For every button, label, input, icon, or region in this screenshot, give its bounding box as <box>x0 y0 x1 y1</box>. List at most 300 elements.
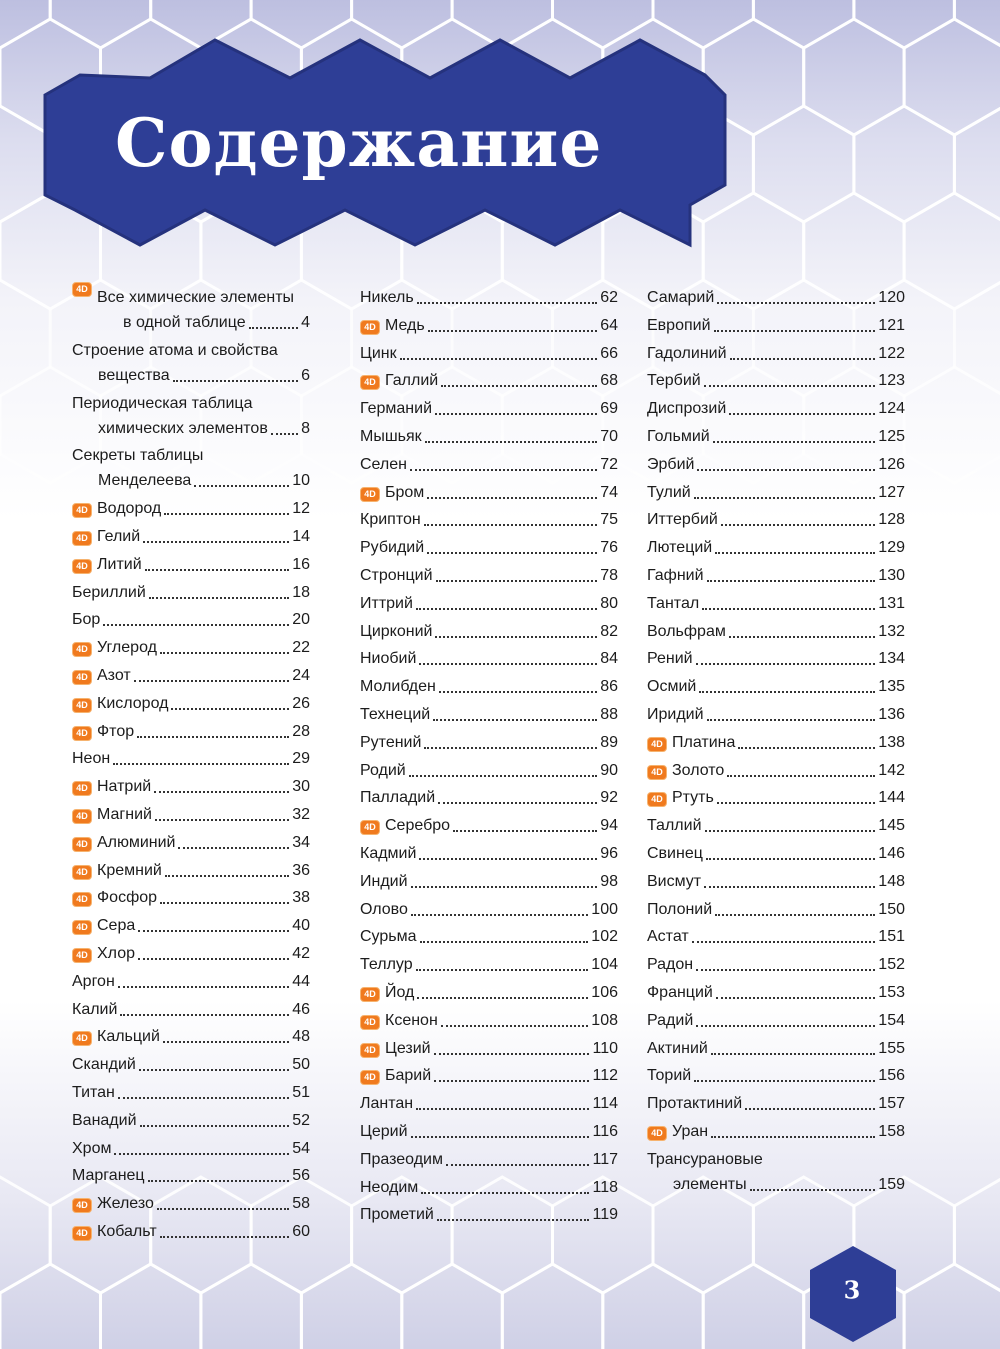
dot-leader <box>417 997 588 999</box>
toc-entry-label: Платина <box>672 733 736 751</box>
toc-page-number: 104 <box>591 956 618 974</box>
toc-entry[interactable] <box>647 619 905 644</box>
toc-entry[interactable] <box>360 535 618 560</box>
badge-4d-icon: 4D <box>72 282 92 297</box>
badge-4d-icon: 4D <box>360 320 380 335</box>
toc-page-number: 6 <box>301 366 310 384</box>
dot-leader <box>716 997 875 999</box>
dot-leader <box>416 969 589 971</box>
toc-page-number: 123 <box>878 372 905 390</box>
toc-page-number: 69 <box>600 400 618 418</box>
toc-entry[interactable] <box>647 424 905 449</box>
toc-entry-label: Фосфор <box>97 889 158 907</box>
toc-page-number: 75 <box>600 511 618 529</box>
toc-entry[interactable] <box>360 368 618 393</box>
toc-page-number: 158 <box>878 1122 905 1140</box>
dot-leader <box>696 663 876 665</box>
toc-entry[interactable] <box>647 480 905 505</box>
toc-entry[interactable] <box>647 396 905 421</box>
toc-entry-label: Гелий <box>97 527 141 545</box>
toc-entry-label: Иридий <box>647 705 704 723</box>
toc-page-number: 4 <box>301 314 310 331</box>
toc-entry[interactable] <box>72 858 310 883</box>
toc-entry[interactable] <box>72 1163 310 1188</box>
badge-4d-icon: 4D <box>647 737 667 752</box>
toc-page-number: 29 <box>292 750 310 768</box>
dot-leader <box>745 1108 875 1110</box>
toc-entry[interactable] <box>360 591 618 616</box>
hex-outline <box>0 280 50 396</box>
toc-entry[interactable] <box>647 563 905 588</box>
toc-entry[interactable] <box>72 830 310 855</box>
toc-entry-label: Ванадий <box>72 1111 137 1129</box>
toc-entry-label: Кислород <box>97 694 169 712</box>
toc-entry[interactable] <box>360 285 618 310</box>
dot-leader <box>417 302 597 304</box>
toc-page-number: 128 <box>878 511 905 529</box>
toc-entry[interactable] <box>360 869 618 894</box>
toc-entry[interactable] <box>360 785 618 810</box>
toc-entry[interactable] <box>360 952 618 977</box>
dot-leader <box>171 708 289 710</box>
dot-leader <box>427 497 597 499</box>
dot-leader <box>717 302 875 304</box>
toc-page-number: 48 <box>292 1028 310 1046</box>
toc-entry[interactable] <box>647 507 905 532</box>
toc-entry-label: Скандий <box>72 1056 136 1074</box>
toc-page-number: 92 <box>600 789 618 807</box>
toc-page-number: 110 <box>592 1039 618 1057</box>
dot-leader <box>138 958 289 960</box>
dot-leader <box>411 1136 590 1138</box>
toc-entry-label: Олово <box>360 900 408 918</box>
toc-entry-label: Ксенон <box>385 1011 438 1029</box>
dot-leader <box>411 914 588 916</box>
hex-outline <box>603 1264 703 1349</box>
toc-entry[interactable] <box>72 997 310 1022</box>
toc-entry[interactable] <box>72 663 310 688</box>
badge-4d-icon: 4D <box>360 375 380 390</box>
badge-4d-icon: 4D <box>647 765 667 780</box>
toc-entry[interactable] <box>360 1147 618 1172</box>
toc-entry[interactable] <box>360 1202 618 1227</box>
toc-entry-label: Лантан <box>360 1095 414 1113</box>
toc-entry[interactable] <box>360 702 618 727</box>
toc-entry-label: Иттербий <box>647 511 718 529</box>
toc-entry-text <box>97 285 310 335</box>
toc-entry-text <box>72 443 310 493</box>
badge-4d-icon: 4D <box>72 809 92 824</box>
toc-entry[interactable] <box>72 913 310 938</box>
toc-entry-label-cont: химических элементов <box>98 419 268 437</box>
toc-entry[interactable] <box>360 1175 618 1200</box>
toc-entry-label: Франций <box>647 983 713 1001</box>
badge-4d-icon: 4D <box>72 670 92 685</box>
toc-entry-label: Гадолиний <box>647 344 727 362</box>
dot-leader <box>697 469 875 471</box>
dot-leader <box>160 902 289 904</box>
toc-page-number: 129 <box>878 539 905 557</box>
toc-entry[interactable] <box>647 1063 905 1088</box>
toc-entry[interactable] <box>647 535 905 560</box>
dot-leader <box>705 830 876 832</box>
toc-page-number: 52 <box>292 1111 310 1129</box>
hex-outline <box>502 1264 603 1349</box>
toc-entry[interactable] <box>72 1080 310 1105</box>
toc-entry[interactable] <box>647 730 905 755</box>
toc-entry[interactable] <box>647 813 905 838</box>
toc-entry[interactable] <box>647 591 905 616</box>
toc-entry-label: Неодим <box>360 1178 419 1196</box>
toc-entry-label: Йод <box>385 983 415 1001</box>
toc-page-number: 136 <box>878 705 905 723</box>
toc-page-number: 30 <box>292 778 310 796</box>
badge-4d-icon: 4D <box>72 531 92 546</box>
toc-page-number: 72 <box>600 455 618 473</box>
toc-page-number: 153 <box>878 983 905 1001</box>
toc-entry[interactable] <box>72 885 310 910</box>
toc-page-number: 51 <box>292 1083 310 1101</box>
dot-leader <box>714 330 876 332</box>
dot-leader <box>420 941 589 943</box>
toc-page-number: 122 <box>878 344 905 362</box>
toc-entry[interactable] <box>360 563 618 588</box>
toc-entry-label: Хром <box>72 1139 112 1157</box>
badge-4d-icon: 4D <box>72 892 92 907</box>
toc-page-number: 116 <box>592 1122 618 1140</box>
toc-entry[interactable] <box>647 980 905 1005</box>
toc-entry[interactable] <box>647 341 905 366</box>
toc-entry[interactable] <box>647 285 905 310</box>
toc-page-number: 135 <box>878 678 905 696</box>
dot-leader <box>721 524 875 526</box>
toc-entry[interactable] <box>360 1091 618 1116</box>
toc-entry[interactable] <box>72 338 310 388</box>
toc-entry-label: Трансурановые <box>647 1150 763 1168</box>
dot-leader <box>434 1053 590 1055</box>
toc-entry[interactable] <box>72 635 310 660</box>
toc-entry-label: Диспрозий <box>647 400 727 418</box>
toc-entry[interactable] <box>360 730 618 755</box>
toc-page-number: 50 <box>292 1056 310 1074</box>
toc-entry[interactable] <box>72 391 310 441</box>
dot-leader <box>419 858 597 860</box>
toc-entry[interactable] <box>360 341 618 366</box>
toc-entry[interactable] <box>72 746 310 771</box>
toc-entry[interactable] <box>360 1036 618 1061</box>
dot-leader <box>134 680 290 682</box>
toc-entry[interactable] <box>72 802 310 827</box>
toc-entry[interactable] <box>72 552 310 577</box>
toc-page-number: 127 <box>878 483 905 501</box>
toc-page-number: 68 <box>600 372 618 390</box>
dot-leader <box>715 552 875 554</box>
toc-entry[interactable] <box>647 1008 905 1033</box>
dot-leader <box>103 624 289 626</box>
toc-entry[interactable] <box>72 719 310 744</box>
toc-entry-label: Прометий <box>360 1206 434 1224</box>
dot-leader <box>730 358 876 360</box>
toc-entry[interactable] <box>647 1119 905 1144</box>
toc-entry-label: Титан <box>72 1083 115 1101</box>
toc-page-number: 142 <box>878 761 905 779</box>
badge-4d-icon: 4D <box>72 1226 92 1241</box>
dot-leader <box>715 914 875 916</box>
toc-entry-label: Вольфрам <box>647 622 726 640</box>
toc-entry-label: Периодическая таблица <box>72 394 253 412</box>
dot-leader <box>143 541 289 543</box>
toc-page-number: 60 <box>292 1222 310 1240</box>
dot-leader <box>118 986 289 988</box>
hex-outline <box>904 367 1000 483</box>
toc-entry-label: Калий <box>72 1000 118 1018</box>
toc-entry[interactable] <box>360 1119 618 1144</box>
toc-entry-label: Криптон <box>360 511 421 529</box>
dot-leader <box>410 469 597 471</box>
toc-entry[interactable] <box>72 1052 310 1077</box>
toc-entry[interactable] <box>647 368 905 393</box>
dot-leader <box>433 719 597 721</box>
toc-entry[interactable] <box>72 524 310 549</box>
toc-page-number: 66 <box>600 344 618 362</box>
toc-entry[interactable] <box>360 674 618 699</box>
toc-entry[interactable] <box>647 702 905 727</box>
dot-leader <box>738 747 875 749</box>
toc-entry[interactable] <box>360 507 618 532</box>
badge-4d-icon: 4D <box>72 726 92 741</box>
toc-entry-label: Радий <box>647 1011 694 1029</box>
toc-page-number: 156 <box>878 1067 905 1085</box>
toc-entry-label: Серебро <box>385 817 451 835</box>
toc-entry[interactable] <box>72 941 310 966</box>
badge-4d-icon: 4D <box>72 781 92 796</box>
toc-page-number: 121 <box>878 316 905 334</box>
hex-outline <box>301 1264 401 1349</box>
dot-leader <box>178 847 289 849</box>
hex-outline <box>904 1264 1000 1349</box>
toc-page-number: 8 <box>301 419 310 437</box>
dot-leader <box>118 1097 289 1099</box>
toc-entry-label: Полоний <box>647 900 713 918</box>
dot-leader <box>145 569 290 571</box>
toc-entry-line2 <box>97 310 310 335</box>
toc-page-number: 96 <box>600 844 618 862</box>
toc-entry-label: Лютеций <box>647 539 713 557</box>
toc-entry-label: Самарий <box>647 289 715 306</box>
toc-entry[interactable] <box>72 1108 310 1133</box>
toc-page-number: 145 <box>878 817 905 835</box>
toc-entry-label: Медь <box>385 316 425 334</box>
toc-entry[interactable] <box>72 580 310 605</box>
dot-leader <box>154 791 289 793</box>
toc-entry-label: Секреты таблицы <box>72 447 204 465</box>
toc-entry-label: Осмий <box>647 678 697 696</box>
hex-outline <box>101 1264 201 1349</box>
dot-leader <box>424 747 597 749</box>
toc-entry[interactable] <box>360 424 618 449</box>
toc-entry-label: Рений <box>647 650 693 668</box>
toc-entry[interactable] <box>647 841 905 866</box>
toc-entry[interactable] <box>360 758 618 783</box>
toc-page-number: 12 <box>292 500 310 518</box>
badge-4d-icon: 4D <box>72 698 92 713</box>
toc-page-number: 130 <box>878 566 905 584</box>
dot-leader <box>439 691 597 693</box>
toc-entry[interactable] <box>360 813 618 838</box>
dot-leader <box>717 802 875 804</box>
dot-leader <box>149 597 289 599</box>
toc-entry[interactable] <box>360 396 618 421</box>
toc-entry[interactable] <box>72 1136 310 1161</box>
page-number: 3 <box>843 1275 861 1305</box>
toc-entry-label: Тулий <box>647 483 691 501</box>
dot-leader <box>436 580 598 582</box>
toc-entry-label-cont: Менделеева <box>98 472 192 490</box>
toc-entry[interactable] <box>360 452 618 477</box>
toc-page-number: 84 <box>600 650 618 668</box>
toc-entry-label: Кобальт <box>97 1222 157 1240</box>
dot-leader <box>160 1236 290 1238</box>
toc-column-1 <box>72 285 310 1247</box>
toc-entry[interactable] <box>647 758 905 783</box>
toc-entry-label: Бор <box>72 611 101 629</box>
toc-page-number: 78 <box>600 566 618 584</box>
toc-entry[interactable] <box>360 313 618 338</box>
toc-entry-label: Мышьяк <box>360 427 422 445</box>
toc-entry-text <box>72 391 310 441</box>
toc-entry[interactable] <box>647 952 905 977</box>
toc-entry[interactable] <box>647 1147 905 1197</box>
dot-leader <box>419 663 597 665</box>
toc-entry[interactable] <box>647 897 905 922</box>
dot-leader <box>427 552 597 554</box>
toc-page-number: 26 <box>292 694 310 712</box>
toc-entry-label: Празеодим <box>360 1150 443 1168</box>
toc-entry[interactable] <box>72 1191 310 1216</box>
toc-entry-label: Фтор <box>97 722 135 740</box>
toc-page-number: 148 <box>878 872 905 890</box>
toc-page-number: 36 <box>292 861 310 879</box>
toc-entry-label: Сурьма <box>360 928 417 946</box>
toc-page-number: 20 <box>292 611 310 629</box>
toc-entry[interactable] <box>360 897 618 922</box>
dot-leader <box>137 736 289 738</box>
toc-page-number: 102 <box>591 928 618 946</box>
dot-leader <box>411 886 598 888</box>
toc-entry[interactable] <box>72 774 310 799</box>
toc-entry-label: Гольмий <box>647 427 710 445</box>
dot-leader <box>140 1125 290 1127</box>
toc-entry[interactable] <box>72 1024 310 1049</box>
toc-entry-text <box>647 1147 905 1197</box>
page-title: Содержание <box>115 104 603 182</box>
toc-entry[interactable] <box>647 1091 905 1116</box>
toc-entry[interactable] <box>647 785 905 810</box>
dot-leader <box>160 652 289 654</box>
toc-entry-label: Бром <box>385 483 425 501</box>
toc-entry[interactable] <box>360 841 618 866</box>
toc-entry[interactable] <box>647 924 905 949</box>
toc-entry[interactable] <box>72 285 310 335</box>
badge-4d-icon: 4D <box>72 865 92 880</box>
toc-entry-label: Аргон <box>72 972 115 990</box>
toc-page-number: 82 <box>600 622 618 640</box>
toc-page-number: 150 <box>878 900 905 918</box>
toc-entry-label: Марганец <box>72 1167 145 1185</box>
toc-entry-label: Никель <box>360 289 414 306</box>
toc-entry-label: Азот <box>97 666 131 684</box>
toc-entry-label-cont: элементы <box>673 1175 747 1193</box>
dot-leader <box>409 775 597 777</box>
toc-page-number: 90 <box>600 761 618 779</box>
toc-page-number: 134 <box>878 650 905 668</box>
toc-entry[interactable] <box>647 452 905 477</box>
toc-entry-label: Селен <box>360 455 407 473</box>
toc-page-number: 16 <box>292 555 310 573</box>
toc-entry[interactable] <box>647 313 905 338</box>
toc-entry-label: Ниобий <box>360 650 417 668</box>
toc-entry-label: Неон <box>72 750 111 768</box>
toc-entry[interactable] <box>72 496 310 521</box>
toc-entry-label: Ртуть <box>672 789 714 807</box>
toc-entry[interactable] <box>360 480 618 505</box>
toc-entry[interactable] <box>72 691 310 716</box>
toc-entry-label: Актиний <box>647 1039 708 1057</box>
hex-outline <box>703 1264 804 1349</box>
toc-entry-label: Теллур <box>360 956 413 974</box>
dot-leader <box>453 830 597 832</box>
dot-leader <box>424 524 598 526</box>
badge-4d-icon: 4D <box>72 642 92 657</box>
toc-entry[interactable] <box>647 1036 905 1061</box>
dot-leader <box>157 1208 289 1210</box>
toc-entry[interactable] <box>72 1219 310 1244</box>
toc-entry[interactable] <box>360 980 618 1005</box>
toc-entry[interactable] <box>647 674 905 699</box>
toc-entry[interactable] <box>647 646 905 671</box>
toc-page-number: 24 <box>292 666 310 684</box>
toc-entry[interactable] <box>72 443 310 493</box>
toc-entry[interactable] <box>72 607 310 632</box>
toc-entry[interactable] <box>360 1063 618 1088</box>
toc-entry-label: Тербий <box>647 372 701 390</box>
dot-leader <box>704 385 876 387</box>
toc-entry[interactable] <box>360 924 618 949</box>
dot-leader <box>173 380 298 382</box>
toc-entry-label: Рутений <box>360 733 422 751</box>
toc-entry[interactable] <box>360 1008 618 1033</box>
toc-entry-label: Свинец <box>647 844 703 862</box>
toc-entry[interactable] <box>360 619 618 644</box>
dot-leader <box>425 441 598 443</box>
toc-entry-label: Рубидий <box>360 539 425 557</box>
dot-leader <box>249 327 299 329</box>
toc-entry[interactable] <box>72 969 310 994</box>
toc-entry-line2 <box>72 363 310 388</box>
badge-4d-icon: 4D <box>72 948 92 963</box>
toc-page-number: 14 <box>292 527 310 545</box>
toc-entry-label: Все химические элементы <box>97 289 295 306</box>
toc-page-number: 38 <box>292 889 310 907</box>
toc-entry[interactable] <box>647 869 905 894</box>
toc-entry-label: Родий <box>360 761 406 779</box>
toc-page-number: 119 <box>592 1206 618 1224</box>
toc-entry-label: Цирконий <box>360 622 433 640</box>
toc-page-number: 64 <box>600 316 618 334</box>
toc-page-number: 56 <box>292 1167 310 1185</box>
toc-entry[interactable] <box>360 646 618 671</box>
hex-outline <box>201 1264 302 1349</box>
